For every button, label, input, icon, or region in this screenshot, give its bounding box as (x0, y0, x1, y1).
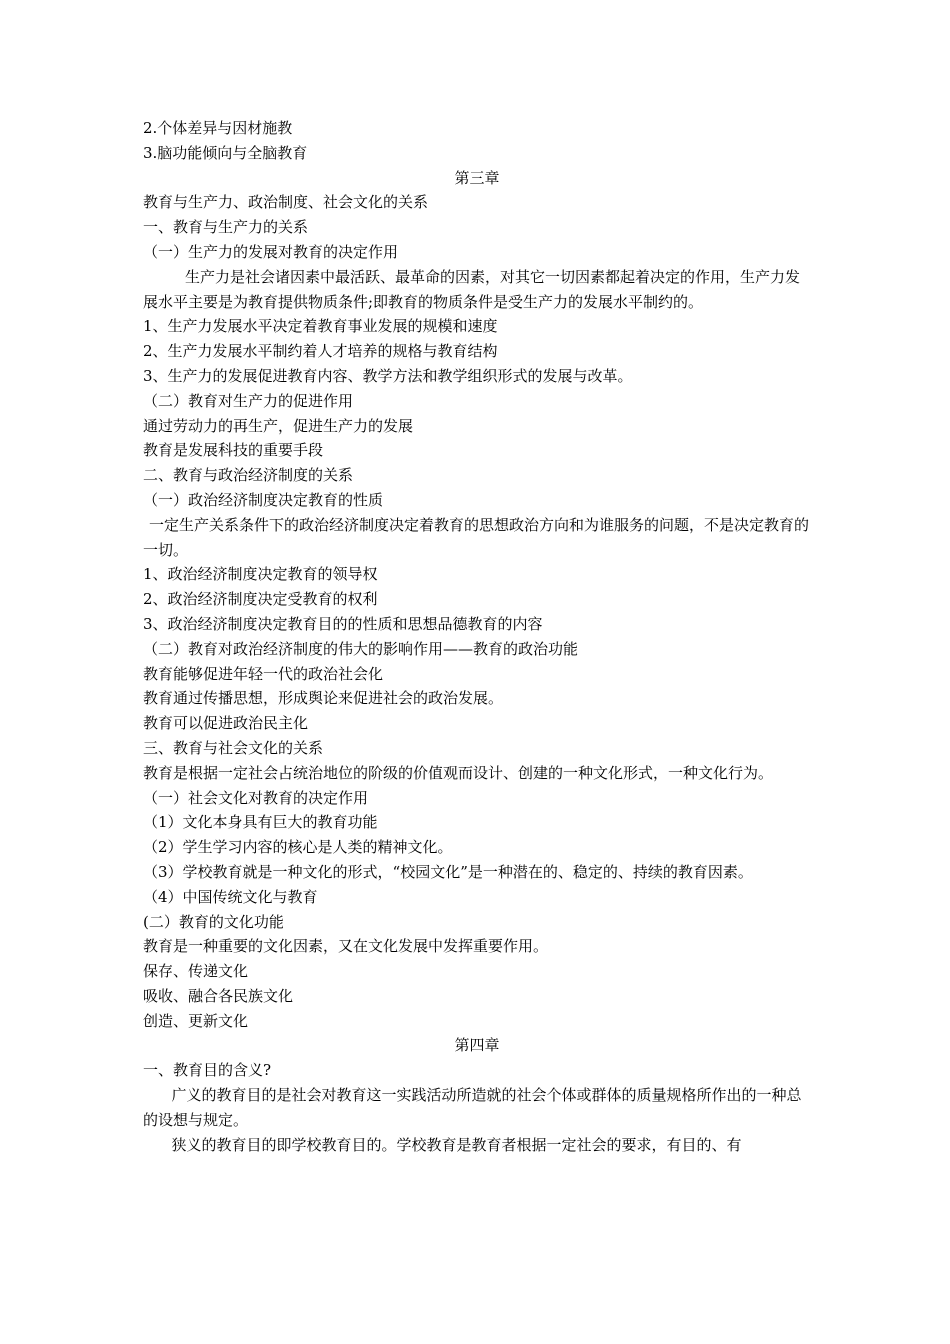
section-heading: 二、教育与政治经济制度的关系 (143, 466, 354, 485)
list-item: 2、政治经济制度决定受教育的权利 (143, 590, 378, 609)
subsection-heading: （一）政治经济制度决定教育的性质 (143, 490, 384, 509)
list-item: 1、政治经济制度决定教育的领导权 (143, 565, 378, 584)
paragraph: 教育是根据一定社会占统治地位的阶级的价值观而设计、创建的一种文化形式，一种文化行为。 (143, 763, 774, 782)
list-item: 3、生产力的发展促进教育内容、教学方法和教学组织形式的发展与改革。 (143, 366, 633, 385)
list-item: （2）学生学习内容的核心是人类的精神文化。 (143, 838, 453, 857)
list-item: 创造、更新文化 (143, 1011, 249, 1030)
list-item: 教育是发展科技的重要手段 (143, 441, 324, 460)
list-item: 1、生产力发展水平决定着教育事业发展的规模和速度 (143, 317, 498, 336)
chapter-heading: 第四章 (454, 1036, 500, 1055)
subsection-heading: (二）教育的文化功能 (143, 912, 284, 931)
list-item: 保存、传递文化 (143, 962, 249, 981)
list-item: （1）文化本身具有巨大的教育功能 (143, 813, 378, 832)
section-heading: 一、教育与生产力的关系 (143, 218, 309, 237)
list-item: 通过劳动力的再生产，促进生产力的发展 (143, 416, 414, 435)
section-heading: 三、教育与社会文化的关系 (143, 738, 324, 757)
section-heading: 一、教育目的含义? (143, 1061, 272, 1080)
list-item: 3、政治经济制度决定教育目的的性质和思想品德教育的内容 (143, 614, 543, 633)
list-item: 教育能够促进年轻一代的政治社会化 (143, 664, 384, 683)
list-item: （3）学校教育就是一种文化的形式，“校园文化”是一种潜在的、稳定的、持续的教育因素。 (143, 862, 753, 881)
list-item: 教育是一种重要的文化因素，又在文化发展中发挥重要作用。 (143, 937, 549, 956)
paragraph: 广义的教育目的是社会对教育这一实践活动所造就的社会个体或群体的质量规格所作出的一种总的设想与规定。 (143, 1086, 802, 1129)
section-title: 教育与生产力、政治制度、社会文化的关系 (143, 193, 429, 212)
list-item: 教育可以促进政治民主化 (143, 714, 309, 733)
paragraph: 狭义的教育目的即学校教育目的。学校教育是教育者根据一定社会的要求，有目的、有 (171, 1135, 742, 1154)
subsection-heading: （二）教育对生产力的促进作用 (143, 391, 354, 410)
subsection-heading: （二）教育对政治经济制度的伟大的影响作用——教育的政治功能 (143, 639, 579, 658)
subsection-heading: （一）社会文化对教育的决定作用 (143, 788, 369, 807)
paragraph: 一定生产关系条件下的政治经济制度决定着教育的思想政治方向和为谁服务的问题，不是决定教育的一切。 (143, 515, 810, 559)
list-item: 吸收、融合各民族文化 (143, 986, 294, 1005)
paragraph: 生产力是社会诸因素中最活跃、最革命的因素，对其它一切因素都起着决定的作用，生产力发展水平主要是为教育提供物质条件;即教育的物质条件是受生产力的发展水平制约的。 (143, 267, 801, 311)
list-item: （4）中国传统文化与教育 (143, 887, 318, 906)
list-item: 3.脑功能倾向与全脑教育 (143, 143, 308, 162)
list-item: 2.个体差异与因材施教 (143, 119, 293, 137)
chapter-heading: 第三章 (454, 168, 500, 187)
subsection-heading: （一）生产力的发展对教育的决定作用 (143, 242, 399, 261)
list-item: 2、生产力发展水平制约着人才培养的规格与教育结构 (143, 342, 498, 361)
document-body (143, 116, 811, 1157)
list-item: 教育通过传播思想，形成舆论来促进社会的政治发展。 (143, 689, 504, 708)
